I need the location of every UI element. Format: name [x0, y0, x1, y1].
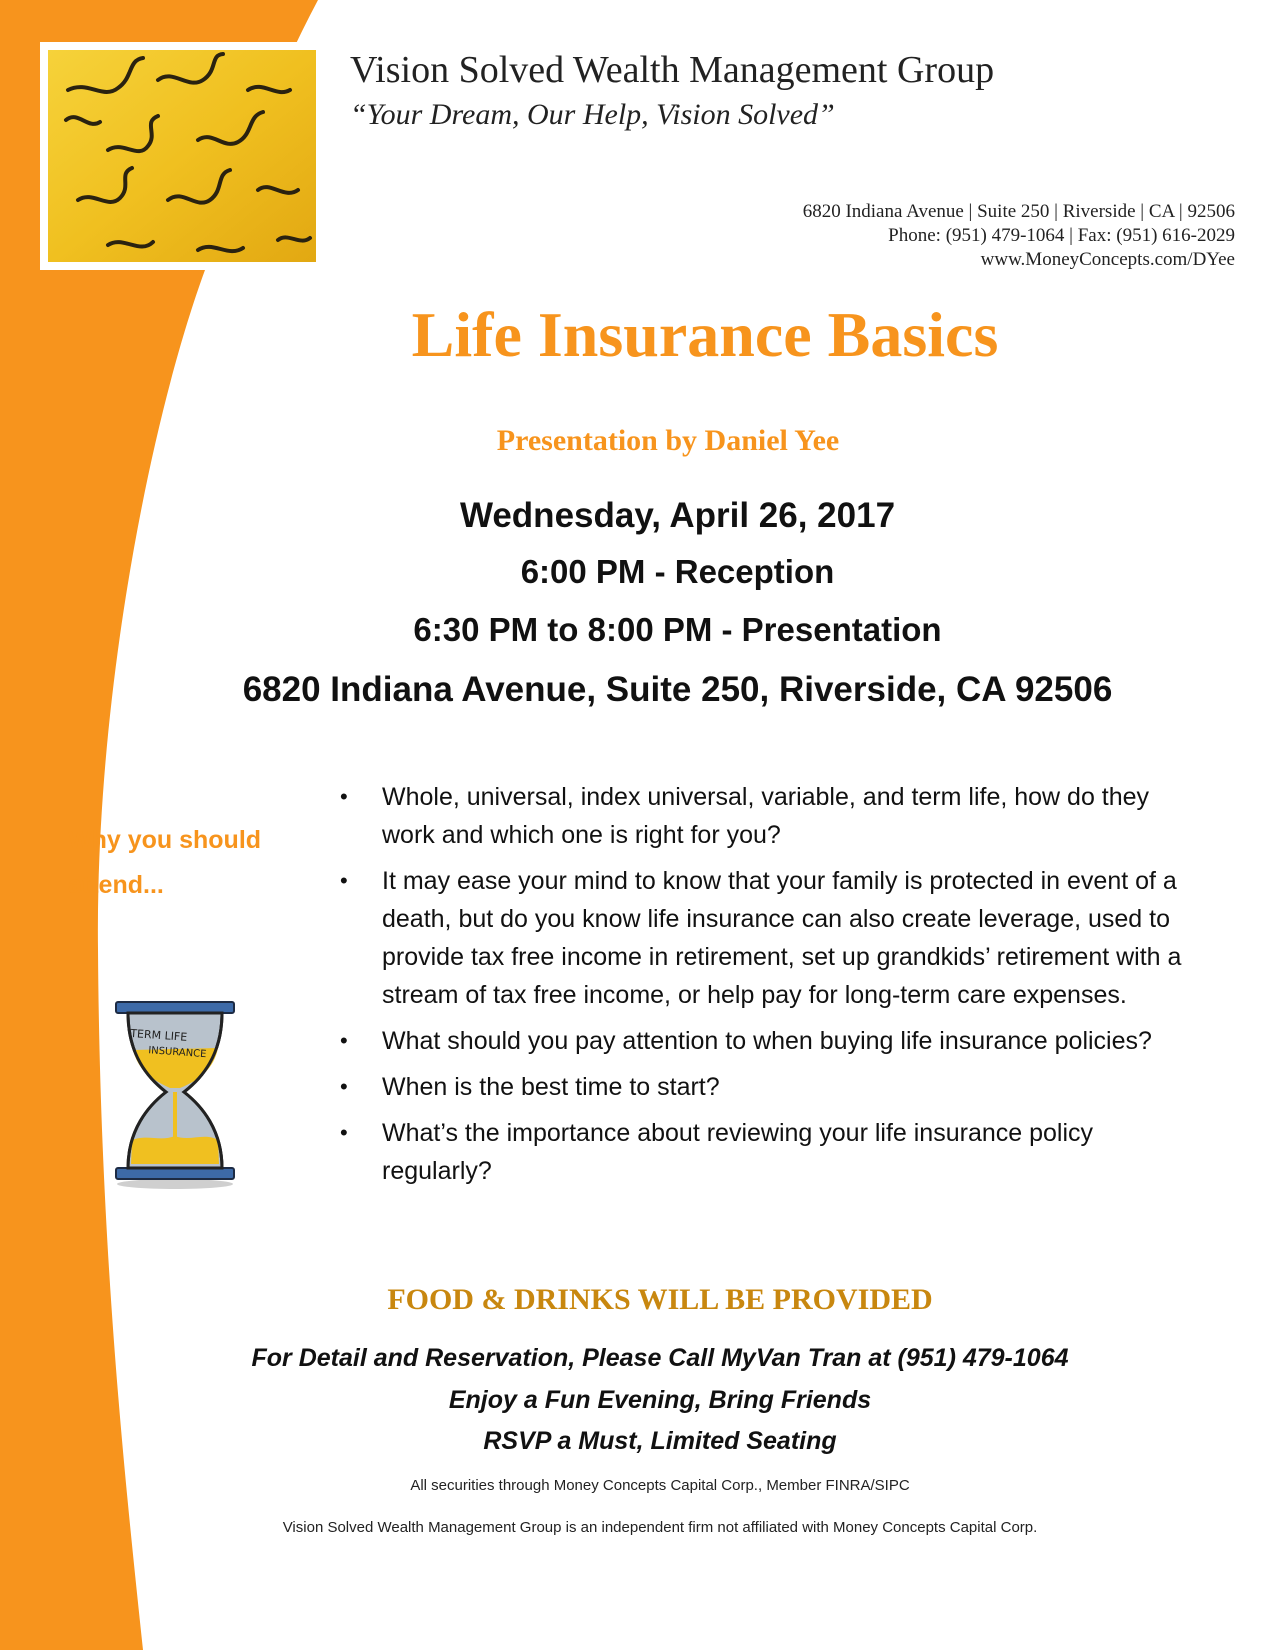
hourglass-label-term-life: TERM LIFE [129, 1026, 188, 1044]
list-item [330, 1022, 1190, 1060]
list-item-text: It may ease your mind to know that your family is protected in event of a death, but do you know life insurance can also create leverage, used to provide tax free income in retirement, set up grandkids’ retirement with a stream of tax free income, or help pay for long-term care expenses. [382, 867, 1182, 1009]
event-reception-time: 6:00 PM - Reception [520, 553, 835, 590]
event-title: Life Insurance Basics [411, 299, 999, 370]
logo-frame [40, 42, 324, 270]
bullet-icon: • [340, 784, 348, 809]
bullet-icon: • [340, 1074, 348, 1099]
company-name: Vision Solved Wealth Management Group [350, 49, 995, 91]
event-address: 6820 Indiana Avenue, Suite 250, Riverside, CA 92506 [242, 670, 1113, 709]
hourglass-icon [108, 1000, 242, 1190]
puzzle-pieces-image [48, 50, 316, 262]
fun-evening-line: Enjoy a Fun Evening, Bring Friends [448, 1386, 872, 1414]
list-item-text: Whole, universal, index universal, variable, and term life, how do they work and which one is right for you? [382, 783, 1150, 849]
list-item [330, 862, 1190, 1014]
list-item [330, 1114, 1190, 1190]
rsvp-line: RSVP a Must, Limited Seating [483, 1427, 837, 1455]
list-item-text: When is the best time to start? [382, 1073, 720, 1101]
hourglass-label-insurance: INSURANCE [147, 1045, 207, 1061]
bullet-icon: • [340, 1028, 348, 1053]
contact-website[interactable]: www.MoneyConcepts.com/DYee [980, 249, 1235, 270]
reservation-line: For Detail and Reservation, Please Call MyVan Tran at (951) 479-1064 [251, 1344, 1069, 1372]
food-drinks-notice: FOOD & DRINKS WILL BE PROVIDED [387, 1283, 933, 1316]
bullet-icon: • [340, 1120, 348, 1145]
why-attend-heading: Why you should attend... [68, 826, 262, 899]
company-tagline: “Your Dream, Our Help, Vision Solved” [350, 98, 835, 131]
list-item [330, 778, 1190, 854]
securities-disclaimer: All securities through Money Concepts Capital Corp., Member FINRA/SIPC [410, 1477, 910, 1494]
contact-block [803, 200, 1235, 272]
event-presentation-time: 6:30 PM to 8:00 PM - Presentation [413, 611, 942, 648]
reasons-list [330, 778, 1190, 1198]
list-item [330, 1068, 1190, 1106]
bullet-icon: • [340, 868, 348, 893]
list-item-text: What should you pay attention to when buying life insurance policies? [382, 1027, 1152, 1055]
presenter-line: Presentation by Daniel Yee [496, 424, 840, 457]
list-item-text: What’s the importance about reviewing your life insurance policy regularly? [382, 1119, 1094, 1185]
contact-phone-fax: Phone: (951) 479-1064 | Fax: (951) 616-2029 [888, 225, 1235, 246]
event-date: Wednesday, April 26, 2017 [459, 496, 896, 535]
independence-disclaimer: Vision Solved Wealth Management Group is an independent firm not affiliated with Money Concepts Capital Corp. [282, 1519, 1038, 1536]
contact-address: 6820 Indiana Avenue | Suite 250 | Riverside | CA | 92506 [802, 201, 1235, 222]
